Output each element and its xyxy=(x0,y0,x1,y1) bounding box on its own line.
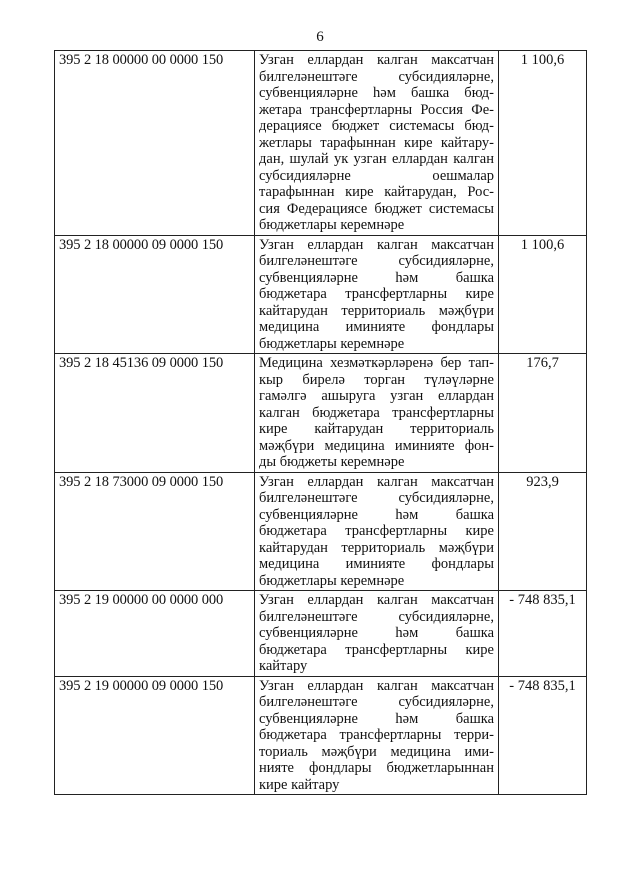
budget-item-name xyxy=(255,354,499,473)
item-name-line: кире кайтарудан территориаль xyxy=(259,421,494,437)
item-name-line: субвенцияләрне һәм башка xyxy=(259,506,494,523)
budget-amount: 1 100,6 xyxy=(499,235,587,354)
item-name-line: субвенцияләрне һәм башка xyxy=(259,625,494,641)
item-name-line: ториаль мәҗбүри медицина ими- xyxy=(259,743,494,760)
budget-code: 395 2 19 00000 00 0000 000 xyxy=(55,591,255,677)
table-row xyxy=(55,354,587,473)
item-name-line: Узган еллардан калган максатчан xyxy=(259,592,494,608)
table-row xyxy=(55,676,587,795)
page-number: 6 xyxy=(316,29,324,45)
budget-item-name xyxy=(255,235,499,354)
item-name-line: билгеләнештәге субсидияләрне, xyxy=(259,608,494,625)
item-name-line: бюджетара трансфертларны терри- xyxy=(259,727,494,743)
item-name-line: бюджетлары керемнәре xyxy=(259,572,405,589)
table-row xyxy=(55,51,587,236)
item-name-line: нияте фондлары бюджетларыннан xyxy=(259,760,494,776)
table-row xyxy=(55,472,587,591)
item-name-line: калган бюджетара трансфертларны xyxy=(259,404,494,421)
item-name-line: билгеләнештәге субсидияләрне, xyxy=(259,68,494,85)
item-name-line: гамәлгә ашыруга узган еллардан xyxy=(259,388,494,404)
budget-table xyxy=(54,50,587,795)
budget-item-name xyxy=(255,676,499,795)
item-name-line: дан, шулай ук узган еллардан калган xyxy=(259,151,494,167)
item-name-line: жетара трансфертларны Россия Фе- xyxy=(259,101,494,118)
budget-code: 395 2 18 00000 00 0000 150 xyxy=(55,51,255,236)
item-name-line: медицина иминияте фондлары xyxy=(259,556,494,572)
item-name-line: медицина иминияте фондлары xyxy=(259,319,494,335)
item-name-line: дерациясе бюджет системасы бюд- xyxy=(259,118,494,134)
budget-item-name xyxy=(255,51,499,236)
table-row xyxy=(55,591,587,677)
item-name-line: субвенцияләрне һәм башка xyxy=(259,710,494,727)
budget-code: 395 2 19 00000 09 0000 150 xyxy=(55,676,255,795)
item-name-line: сия Федерациясе бюджет системасы xyxy=(259,200,494,217)
budget-item-name xyxy=(255,591,499,677)
item-name-line: кайтару xyxy=(259,658,308,674)
budget-code: 395 2 18 45136 09 0000 150 xyxy=(55,354,255,473)
item-name-line: бюджетара трансфертларны кире xyxy=(259,641,494,658)
budget-amount: 176,7 xyxy=(499,354,587,473)
budget-code: 395 2 18 73000 09 0000 150 xyxy=(55,472,255,591)
item-name-line: бюджетара трансфертларны кире xyxy=(259,286,494,302)
item-name-line: кире кайтару xyxy=(259,776,340,793)
budget-code: 395 2 18 00000 09 0000 150 xyxy=(55,235,255,354)
item-name-line: субсидияләрне оешмалар xyxy=(259,167,494,184)
budget-amount: - 748 835,1 xyxy=(499,591,587,677)
item-name-line: Узган еллардан калган максатчан xyxy=(259,52,494,68)
item-name-line: бюджетлары керемнәре xyxy=(259,217,405,233)
item-name-line: билгеләнештәге субсидияләрне, xyxy=(259,253,494,269)
item-name-line: билгеләнештәге субсидияләрне, xyxy=(259,490,494,506)
budget-amount: 923,9 xyxy=(499,472,587,591)
budget-item-name xyxy=(255,472,499,591)
item-name-line: кайтарудан территориаль мәҗбүри xyxy=(259,302,494,319)
item-name-line: тарафыннан кире кайтарудан, Рос- xyxy=(259,184,494,200)
item-name-line: Медицина хезмәткәрләренә бер тап- xyxy=(259,355,494,371)
item-name-line: Узган еллардан калган максатчан xyxy=(259,677,494,694)
item-name-line: субвенцияләрне һәм башка бюд- xyxy=(259,85,494,101)
item-name-line: бюджетара трансфертларны кире xyxy=(259,523,494,539)
budget-table-body xyxy=(55,51,587,795)
table-row xyxy=(55,235,587,354)
item-name-line: Узган еллардан калган максатчан xyxy=(259,473,494,490)
item-name-line: кайтарудан территориаль мәҗбүри xyxy=(259,539,494,556)
item-name-line: Узган еллардан калган максатчан xyxy=(259,236,494,253)
item-name-line: билгеләнештәге субсидияләрне, xyxy=(259,694,494,710)
item-name-line: мәҗбүри медицина иминияте фон- xyxy=(259,437,494,454)
budget-amount: - 748 835,1 xyxy=(499,676,587,795)
budget-amount: 1 100,6 xyxy=(499,51,587,236)
item-name-line: бюджетлары керемнәре xyxy=(259,335,405,352)
item-name-line: жетлары тарафыннан кире кайтару- xyxy=(259,134,494,151)
item-name-line: субвенцияләрне һәм башка xyxy=(259,269,494,286)
item-name-line: ды бюджеты керемнәре xyxy=(259,454,405,470)
item-name-line: кыр бирелә торган түләүләрне xyxy=(259,371,494,388)
